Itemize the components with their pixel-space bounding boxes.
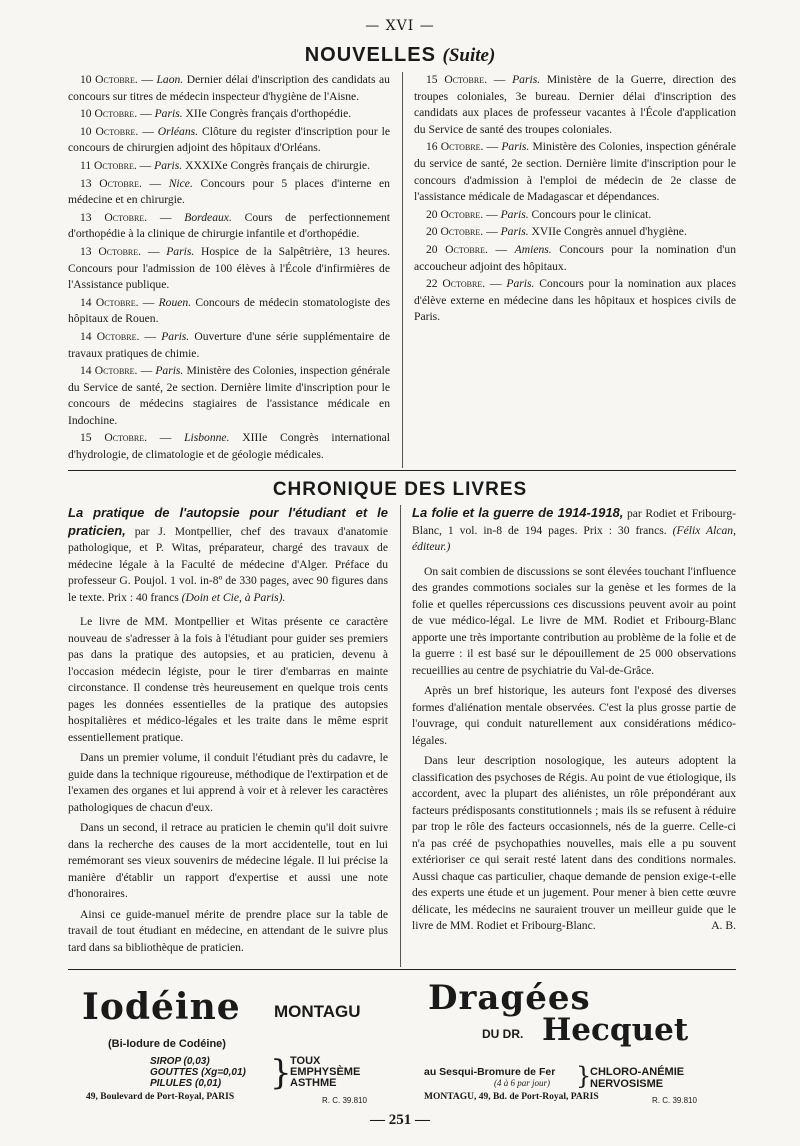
book-publisher: (Félix Alcan, éditeur.) (412, 523, 737, 553)
book-info: par Rodiet et Fribourg-Blanc, 1 vol. in-8 de 194 pages. Prix : 30 francs. (412, 507, 736, 537)
section-title-suffix: (Suite) (442, 45, 496, 66)
ad-indications: CHLORO-ANÉMIE NERVOSISME (590, 1066, 685, 1090)
review-paragraph: On sait combien de discussions se sont élevées touchant l'influence des grandes commotions sociales sur la genèse et les formes de la folie et quelles répercussions ces discussions peuvent avoir au point de vue médico-légal. Le livre de MM. Rodiet et Fribourg-Blanc apporte une très importante contribution au problème de la folie et de la guerre : il est basé sur le dépouillement de 25 000 observations recueillies au centre de psychiatrie du Val-de-Grâce. (412, 564, 736, 677)
ad-brand: Dragées (428, 978, 591, 1018)
ad-subtitle: (Bi-Iodure de Codéine) (108, 1038, 226, 1050)
news-item: 13 Octobre. — Paris. Hospice de la Salpêtrière, 13 heures. Concours pour l'admission de 100 élèves à l'École d'infirmières de l'Assistance publique. (68, 244, 391, 292)
review-paragraph: Le livre de MM. Montpellier et Witas présente ce caractère nouveau de s'adresser à la fois à l'étudiant pour guider ses premiers pas dans la pratique des autopsies, et au praticien, devenu à l'occasion médecin légiste, pour le tirer d'embarras en mainte circonstance. Il condense très heureusement en quelque trois cents pages les données essentielles de la pratique des autopsies hospitalières et médico-légales et les traite dans le même esprit essentiellement pratique. (68, 615, 388, 744)
news-item: 20 Octobre. — Paris. XVIIe Congrès annuel d'hygiène. (426, 225, 687, 239)
news-item: 13 Octobre. — Bordeaux. Cours de perfectionnement d'orthopédie à la clinique de chirurgie infantile et d'orthopédie. (68, 210, 391, 241)
review-paragraph: Après un bref historique, les auteurs font l'exposé des diverses formes d'aliénation mentale observées. C'est la plus grosse partie de l'ouvrage, qui conduit naturellement aux considérations médico-légales. (412, 684, 736, 747)
book-title: La pratique de l'autopsie pour l'étudiant et le praticien, (68, 505, 388, 538)
section-divider (68, 470, 736, 471)
news-item: 16 Octobre. — Paris. Ministère des Colonies, inspection générale du service de santé, 2e section. Dernière limite d'inscription pour le concours d'admission à l'emploi de médecin de 2e classe de l'assistance médicale de Madagascar et dépendances. (414, 140, 736, 204)
review-paragraph: Dans un second, il retrace au praticien le chemin qu'il doit suivre dans la recherche des causes de la mort accidentelle, tout en lui remémorant ses vieux souvenirs de médecine légale. Il lui précise la manière d'établir un rapport d'expertise et aussi une note d'honoraires. (68, 821, 388, 900)
news-item: 15 Octobre. — Paris. Ministère de la Guerre, direction des troupes coloniales, 3e bureau. Dernier délai d'inscription des candidats aux places de professeur vacantes à l'École d'application du Service de santé des troupes coloniales. (414, 73, 736, 136)
ad-dragees-hecquet (420, 978, 736, 1108)
review-autopsie (68, 505, 388, 960)
news-item: 10 Octobre. — Laon. Dernier délai d'inscription des candidats au concours sur titres de médecin inspecteur d'hygiène de l'Aisne. (68, 73, 390, 103)
ad-indications: TOUX EMPHYSÈME ASTHME (290, 1055, 361, 1089)
page-number: — 251 — (370, 1112, 430, 1128)
book-publisher: (Doin et Cie, à Paris). (181, 590, 286, 604)
ad-prefix: DU DR. (482, 1027, 524, 1041)
ad-subtitle: au Sesqui-Bromure de Fer (424, 1066, 556, 1078)
section-title-chronique: CHRONIQUE DES LIVRES (272, 479, 528, 500)
ad-forms: SIROP (0,03) GOUTTES (Xg=0,01) PILULES (0,01) (150, 1056, 246, 1089)
ads-divider (68, 969, 736, 970)
section-title-nouvelles (0, 44, 800, 67)
book-reference (412, 505, 736, 556)
news-item: 11 Octobre. — Paris. XXXIXe Congrès français de chirurgie. (80, 158, 370, 172)
book-reference (68, 505, 388, 606)
ad-registration: R. C. 39.810 (322, 1096, 367, 1105)
roman-folio: — XVI — (365, 18, 435, 34)
ad-address: MONTAGU, 49, Bd. de Port-Royal, PARIS (424, 1092, 599, 1102)
book-title: La folie et la guerre de 1914-1918, (412, 505, 624, 520)
book-info: par J. Montpellier, chef des travaux d'anatomie pathologique, et P. Witas, préparateur, chargé des travaux de médecine légale à la Faculté de médecine d'Alger. Préface du professeur G. Poujol. 1 vol. in-8º de 330 pages, avec 90 figures dans le texte. Prix : 40 francs (68, 524, 388, 604)
news-item: 20 Octobre. — Paris. Concours pour le clinicat. (426, 207, 652, 221)
news-item: 10 Octobre. — Orléans. Clôture du register d'inscription pour le concours de chirurgien adjoint des hôpitaux d'Orléans. (68, 124, 391, 155)
review-paragraph: Ainsi ce guide-manuel mérite de prendre place sur la table de travail de tout étudiant en médecine, en attendant de le suivre plus tard dans sa bibliothèque de praticien. (68, 907, 388, 954)
news-item: 15 Octobre. — Lisbonne. XIIIe Congrès international d'hydrologie, de climatologie et de géologie médicales. (68, 431, 391, 462)
review-signature: A. B. (711, 919, 736, 932)
review-paragraph: Dans leur description nosologique, les auteurs adoptent la classification des psychoses de Régis. Au point de vue étiologique, ils accordent, avec la plupart des aliénistes, un rôle prépondérant aux facteurs prédisposants constitutionnels ; mais ils se refusent à réduire par trop le rôle des facteurs occasionnels, nés de la guerre. Celle-ci n'a pas créé de psychopathies nouvelles, mais elle a pu souvent extérioriser ce qui serait resté latent dans des conditions normales. Aussi chaque cas particulier, chaque demande de pension exige-t-elle des experts une étude et un jugement. Pour mener à bien cette œuvre délicate, les médecins ne sauraient trouver un meilleur guide que le livre de MM. Rodiet et Fribourg-Blanc. A. B. (412, 753, 736, 935)
news-item: 14 Octobre. — Paris. Ministère des Colonies, inspection générale du Service de santé, 2e section. Dernière limite d'inscription pour le concours de médecins stagiaires de l'assistance médicale en Indochine. (68, 364, 390, 427)
news-list (68, 72, 736, 468)
review-folie-guerre (412, 505, 736, 939)
news-item: 20 Octobre. — Amiens. Concours pour la nomination d'un accoucheur adjoint des hôpitaux. (414, 242, 736, 273)
ad-registration: R. C. 39.810 (652, 1096, 697, 1105)
news-item: 10 Octobre. — Paris. XIIe Congrès français d'orthopédie. (80, 107, 352, 121)
ad-maker: MONTAGU (274, 1002, 361, 1021)
ad-name: Hecquet (542, 1012, 689, 1048)
ad-iodeine (74, 980, 392, 1108)
review-paragraph: Dans un premier volume, il conduit l'étudiant près du cadavre, le guide dans la technique rigoureuse, méthodique de l'extirpation et de l'examen des organes et lui apprend à voir et à relever les caractères pathologiques de chacun d'eux. (68, 751, 388, 814)
news-item: 14 Octobre. — Paris. Ouverture d'une série supplémentaire de travaux pratiques de chimie. (68, 329, 391, 360)
column-divider (400, 505, 401, 967)
ad-dose: (4 à 6 par jour) (494, 1078, 550, 1088)
news-item: 14 Octobre. — Rouen. Concours de médecin stomatologiste des hôpitaux de Rouen. (68, 295, 390, 326)
brace-icon: } (576, 1062, 592, 1090)
section-title-text: NOUVELLES (304, 44, 436, 66)
ad-brand: Iodéine (82, 986, 241, 1028)
ad-address: 49, Boulevard de Port-Royal, PARIS (86, 1092, 235, 1102)
news-item: 13 Octobre. — Nice. Concours pour 5 places d'interne en médecine et en chirurgie. (68, 176, 390, 207)
brace-icon: } (270, 1053, 292, 1093)
news-item: 22 Octobre. — Paris. Concours pour la nomination aux places d'élève externe en médecine dans les hôpitaux et hospices civils de Paris. (414, 277, 737, 324)
